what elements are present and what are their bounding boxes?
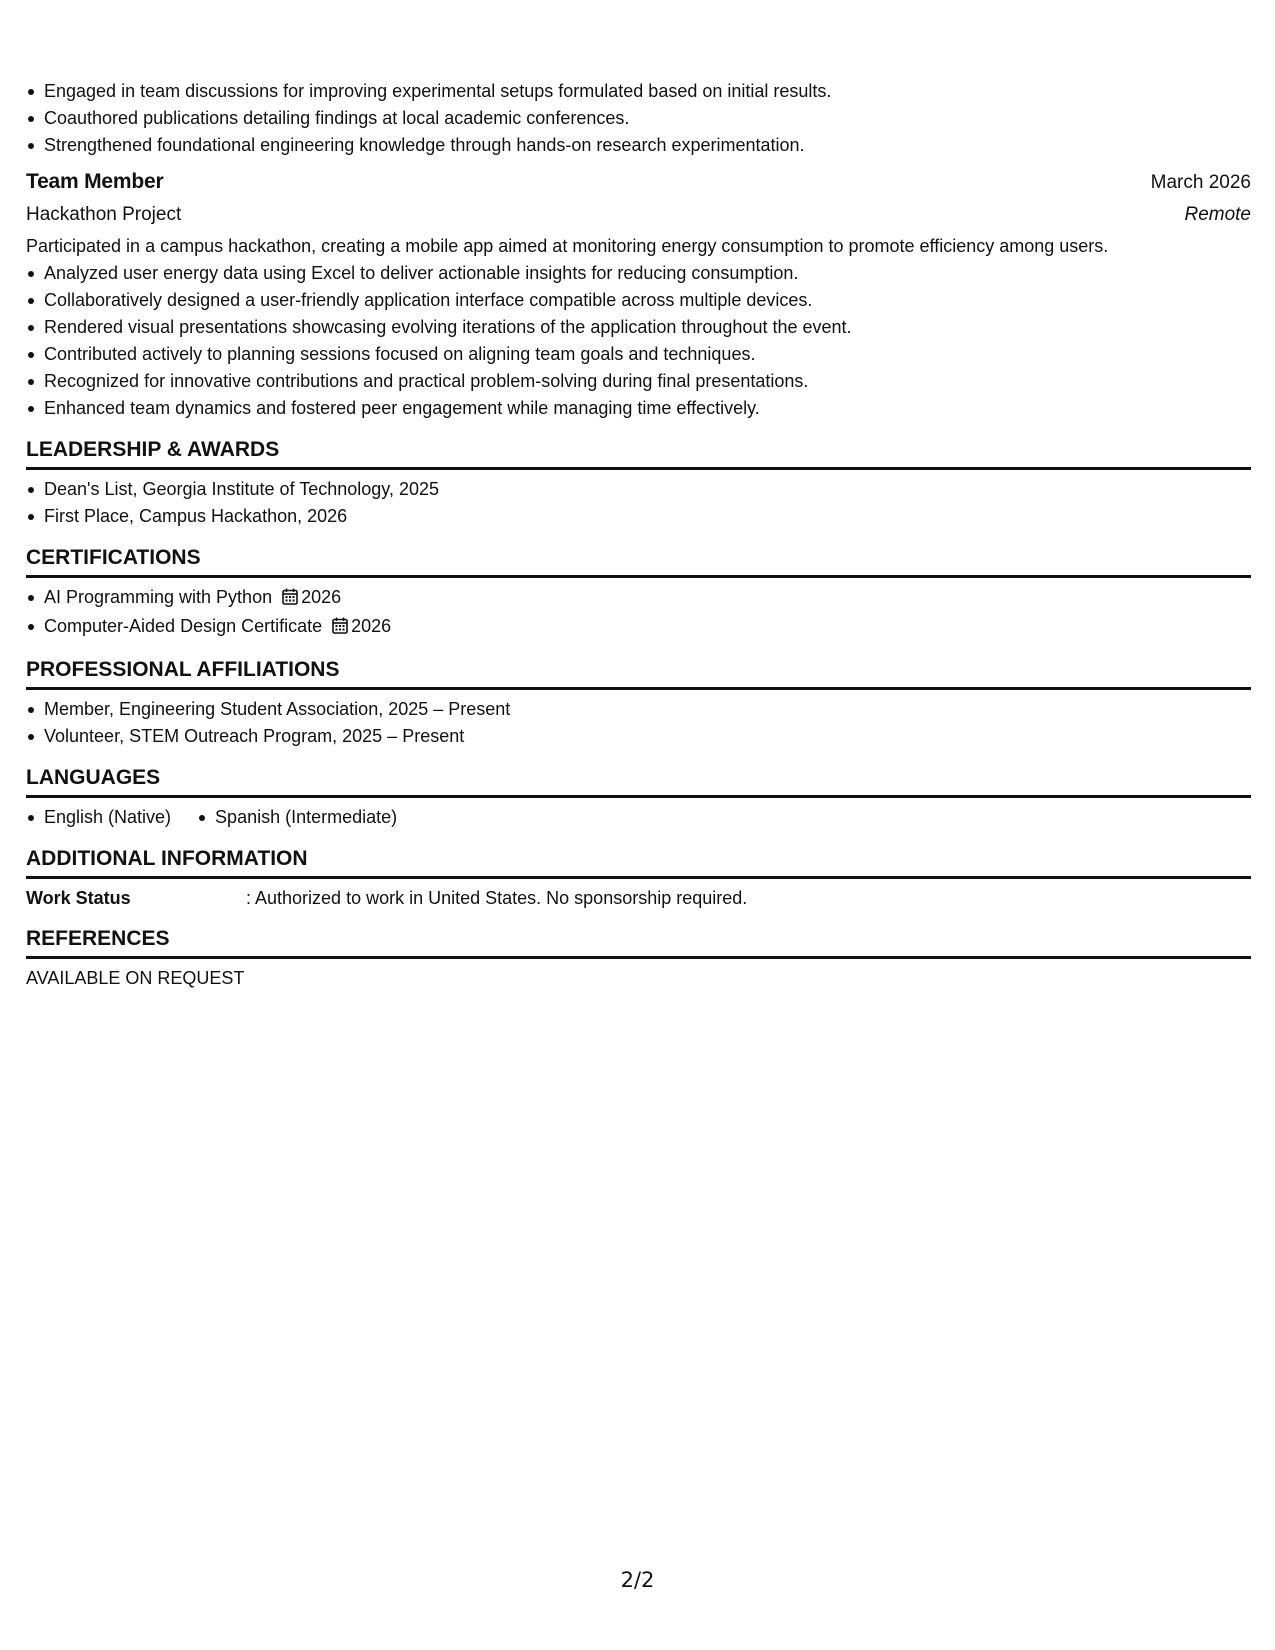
references-section — [26, 925, 1251, 991]
hackathon-bullet-list — [26, 260, 1251, 422]
affiliations-section — [26, 656, 1251, 750]
calendar-icon — [332, 615, 348, 642]
certification-name: Computer-Aided Design Certificate — [44, 616, 323, 636]
resume-page — [26, 78, 1251, 991]
work-status-value: : Authorized to work in United States. No sponsorship required. — [246, 888, 748, 908]
list-item: Volunteer, STEM Outreach Program, 2025 – Present — [26, 723, 1251, 750]
certification-name: AI Programming with Python — [44, 587, 273, 607]
additional-info-section — [26, 845, 1251, 911]
references-text: AVAILABLE ON REQUEST — [26, 968, 245, 988]
job-date: March 2026 — [1150, 172, 1251, 193]
section-heading: LANGUAGES — [26, 764, 1251, 798]
list-item: Coauthored publications detailing findings at local academic conferences. — [26, 105, 1251, 132]
list-item: Strengthened foundational engineering knowledge through hands-on research experimentation. — [26, 132, 1251, 159]
page-number: 2/2 — [620, 1568, 655, 1592]
certification-item — [26, 584, 1251, 613]
list-item: Rendered visual presentations showcasing evolving iterations of the application throughout the event. — [26, 314, 1251, 341]
research-bullet-list — [26, 78, 1251, 159]
language-item: Spanish (Intermediate) — [197, 804, 397, 831]
section-heading: PROFESSIONAL AFFILIATIONS — [26, 656, 1251, 690]
section-heading: LEADERSHIP & AWARDS — [26, 436, 1251, 470]
certifications-section — [26, 544, 1251, 642]
list-item: First Place, Campus Hackathon, 2026 — [26, 503, 1251, 530]
work-status-label: Work Status — [26, 888, 131, 908]
list-item: Member, Engineering Student Association, 2025 – Present — [26, 696, 1251, 723]
section-heading: REFERENCES — [26, 925, 1251, 959]
job-summary: Participated in a campus hackathon, creating a mobile app aimed at monitoring energy consumption to promote efficiency among users. — [26, 236, 1109, 256]
work-status-row — [26, 885, 1251, 911]
list-item: Analyzed user energy data using Excel to deliver actionable insights for reducing consumption. — [26, 260, 1251, 287]
job-location: Remote — [1184, 204, 1251, 225]
list-item: Engaged in team discussions for improving experimental setups formulated based on initial results. — [26, 78, 1251, 105]
language-item: English (Native) — [26, 804, 171, 831]
list-item: Collaboratively designed a user-friendly application interface compatible across multiple devices. — [26, 287, 1251, 314]
list-item: Recognized for innovative contributions and practical problem-solving during final presentations. — [26, 368, 1251, 395]
leadership-section — [26, 436, 1251, 530]
languages-section — [26, 764, 1251, 831]
certification-year: 2026 — [351, 616, 392, 636]
certification-item — [26, 613, 1251, 642]
list-item: Dean's List, Georgia Institute of Technology, 2025 — [26, 476, 1251, 503]
hackathon-entry — [26, 166, 1251, 422]
list-item: Contributed actively to planning sessions focused on aligning team goals and techniques. — [26, 341, 1251, 368]
calendar-icon — [282, 586, 298, 613]
job-organization: Hackathon Project — [26, 204, 182, 225]
section-heading: ADDITIONAL INFORMATION — [26, 845, 1251, 879]
certification-year: 2026 — [301, 587, 342, 607]
list-item: Enhanced team dynamics and fostered peer engagement while managing time effectively. — [26, 395, 1251, 422]
section-heading: CERTIFICATIONS — [26, 544, 1251, 578]
job-title: Team Member — [26, 170, 164, 193]
